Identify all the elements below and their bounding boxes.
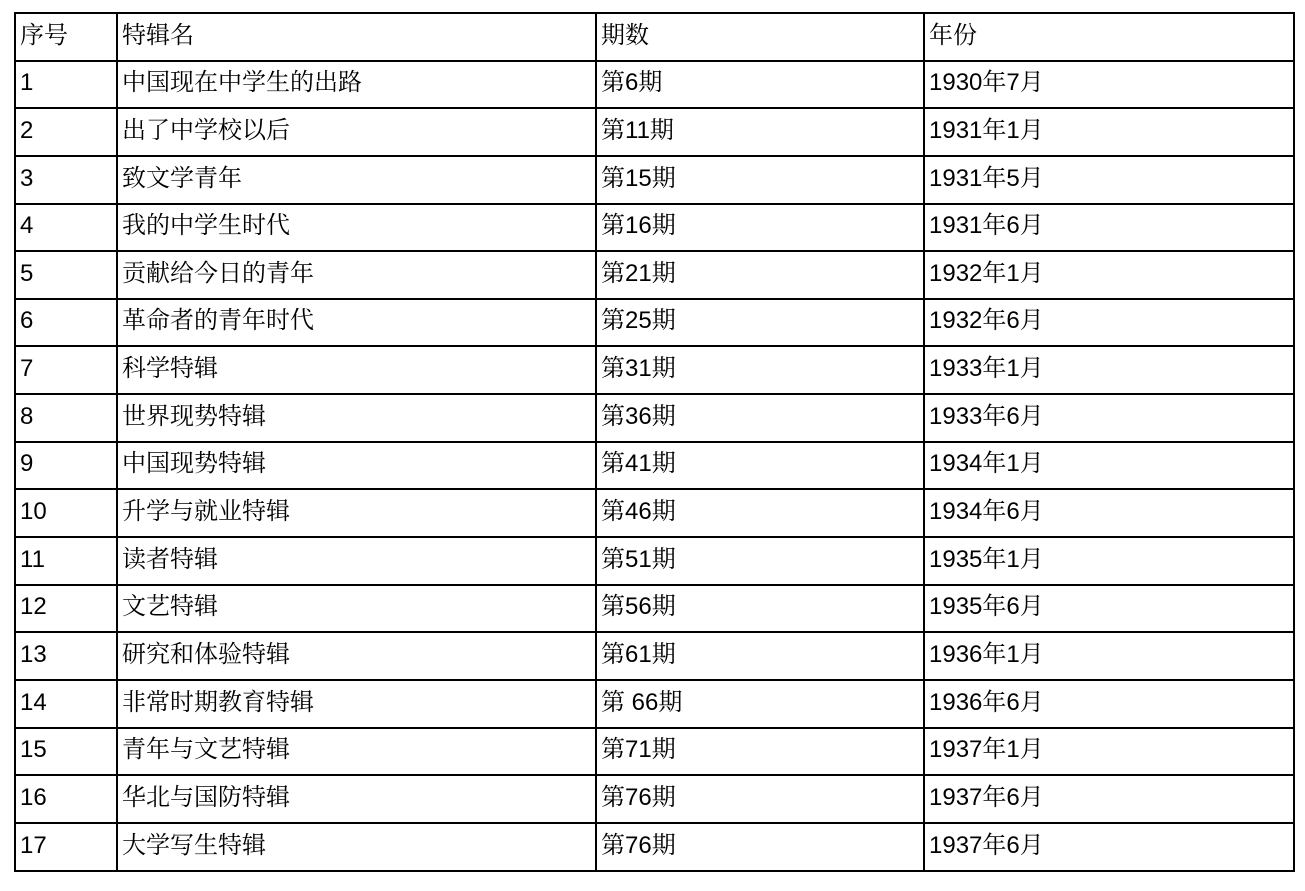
table-row xyxy=(15,775,1294,823)
table-cell-index: 6 xyxy=(15,299,117,347)
table-cell-issue: 第51期 xyxy=(596,537,924,585)
special-issues-table xyxy=(14,12,1295,872)
table-cell-index: 1 xyxy=(15,61,117,109)
table-cell-name: 贡献给今日的青年 xyxy=(117,251,596,299)
table-row xyxy=(15,728,1294,776)
table-row xyxy=(15,108,1294,156)
column-header-name: 特辑名 xyxy=(117,13,596,61)
table-cell-year: 1936年6月 xyxy=(924,680,1294,728)
table-row xyxy=(15,394,1294,442)
table-cell-issue: 第16期 xyxy=(596,204,924,252)
table-cell-name: 革命者的青年时代 xyxy=(117,299,596,347)
table-cell-year: 1937年1月 xyxy=(924,728,1294,776)
table-row xyxy=(15,537,1294,585)
table-cell-year: 1931年5月 xyxy=(924,156,1294,204)
table-cell-name: 世界现势特辑 xyxy=(117,394,596,442)
table-cell-name: 研究和体验特辑 xyxy=(117,632,596,680)
table-row xyxy=(15,346,1294,394)
table-cell-name: 大学写生特辑 xyxy=(117,823,596,871)
table-cell-index: 14 xyxy=(15,680,117,728)
table-cell-name: 科学特辑 xyxy=(117,346,596,394)
table-cell-name: 文艺特辑 xyxy=(117,585,596,633)
table-cell-year: 1930年7月 xyxy=(924,61,1294,109)
table-body xyxy=(15,61,1294,871)
table-cell-issue: 第6期 xyxy=(596,61,924,109)
table-cell-issue: 第46期 xyxy=(596,489,924,537)
table-row xyxy=(15,680,1294,728)
table-cell-name: 读者特辑 xyxy=(117,537,596,585)
table-cell-year: 1931年1月 xyxy=(924,108,1294,156)
table-cell-issue: 第61期 xyxy=(596,632,924,680)
table-row xyxy=(15,156,1294,204)
table-cell-name: 中国现在中学生的出路 xyxy=(117,61,596,109)
table-cell-issue: 第 66期 xyxy=(596,680,924,728)
table-cell-year: 1933年1月 xyxy=(924,346,1294,394)
table-cell-year: 1935年1月 xyxy=(924,537,1294,585)
table-cell-issue: 第76期 xyxy=(596,823,924,871)
table-cell-index: 2 xyxy=(15,108,117,156)
column-header-index: 序号 xyxy=(15,13,117,61)
table-cell-year: 1935年6月 xyxy=(924,585,1294,633)
table-cell-index: 13 xyxy=(15,632,117,680)
table-cell-issue: 第71期 xyxy=(596,728,924,776)
table-cell-name: 升学与就业特辑 xyxy=(117,489,596,537)
table-cell-year: 1934年1月 xyxy=(924,442,1294,490)
table-cell-issue: 第21期 xyxy=(596,251,924,299)
table-cell-name: 出了中学校以后 xyxy=(117,108,596,156)
table-cell-issue: 第41期 xyxy=(596,442,924,490)
table-cell-index: 16 xyxy=(15,775,117,823)
table-cell-name: 我的中学生时代 xyxy=(117,204,596,252)
column-header-issue: 期数 xyxy=(596,13,924,61)
table-cell-year: 1931年6月 xyxy=(924,204,1294,252)
table-cell-index: 7 xyxy=(15,346,117,394)
table-cell-name: 非常时期教育特辑 xyxy=(117,680,596,728)
table-row xyxy=(15,204,1294,252)
table-cell-index: 15 xyxy=(15,728,117,776)
table-cell-name: 华北与国防特辑 xyxy=(117,775,596,823)
table-cell-year: 1932年6月 xyxy=(924,299,1294,347)
table-cell-name: 中国现势特辑 xyxy=(117,442,596,490)
table-cell-index: 11 xyxy=(15,537,117,585)
table-cell-index: 4 xyxy=(15,204,117,252)
table-row xyxy=(15,61,1294,109)
table-cell-issue: 第25期 xyxy=(596,299,924,347)
table-cell-year: 1937年6月 xyxy=(924,775,1294,823)
table-cell-index: 12 xyxy=(15,585,117,633)
table-cell-issue: 第31期 xyxy=(596,346,924,394)
table-row xyxy=(15,489,1294,537)
table-cell-issue: 第15期 xyxy=(596,156,924,204)
table-row xyxy=(15,442,1294,490)
table-row xyxy=(15,823,1294,871)
column-header-year: 年份 xyxy=(924,13,1294,61)
table-row xyxy=(15,585,1294,633)
table-cell-index: 3 xyxy=(15,156,117,204)
table-cell-year: 1932年1月 xyxy=(924,251,1294,299)
table-row xyxy=(15,632,1294,680)
table-cell-index: 5 xyxy=(15,251,117,299)
table-cell-year: 1936年1月 xyxy=(924,632,1294,680)
table-cell-name: 致文学青年 xyxy=(117,156,596,204)
table-cell-issue: 第36期 xyxy=(596,394,924,442)
table-row xyxy=(15,299,1294,347)
table-cell-issue: 第11期 xyxy=(596,108,924,156)
table-cell-issue: 第76期 xyxy=(596,775,924,823)
table-cell-index: 9 xyxy=(15,442,117,490)
table-cell-index: 17 xyxy=(15,823,117,871)
table-cell-index: 8 xyxy=(15,394,117,442)
table-cell-issue: 第56期 xyxy=(596,585,924,633)
table-cell-index: 10 xyxy=(15,489,117,537)
table-cell-year: 1933年6月 xyxy=(924,394,1294,442)
table-cell-year: 1934年6月 xyxy=(924,489,1294,537)
table-row xyxy=(15,251,1294,299)
table-cell-year: 1937年6月 xyxy=(924,823,1294,871)
table-header-row xyxy=(15,13,1294,61)
table-cell-name: 青年与文艺特辑 xyxy=(117,728,596,776)
